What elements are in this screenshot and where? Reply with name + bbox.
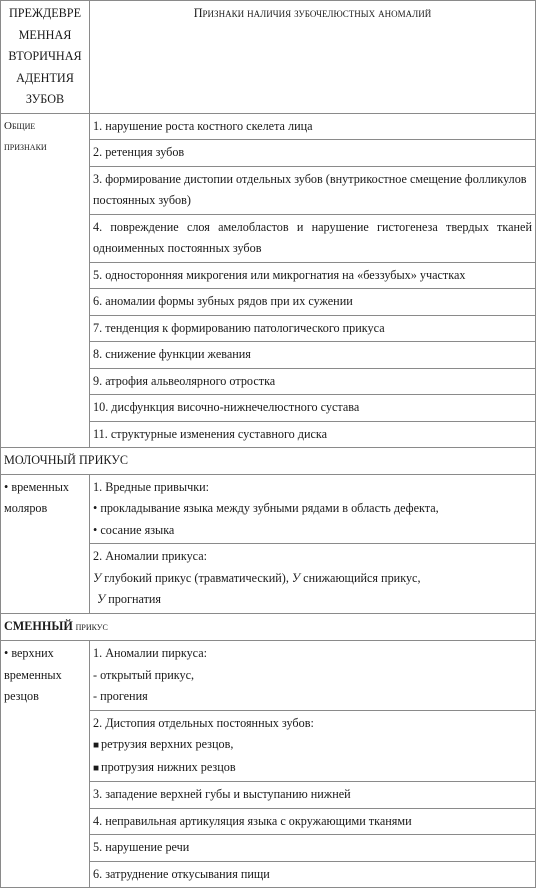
header-left-line: АДЕНТИЯ [16,70,74,85]
marker-u: У [93,570,102,585]
milk-habits-title: 1. Вредные привычки: [93,479,210,494]
mixed-bite-line: - прогения [93,689,148,703]
header-left-line: ЗУБОВ [25,92,65,106]
general-item: 2. ретенция зубов [90,140,536,167]
general-item: 6. аномалии формы зубных рядов при их сужении [90,289,536,316]
mixed-dystopia-line [93,734,532,757]
mixed-label-line: • верхних [4,646,54,660]
general-item: 10. дисфункция височно-нижнечелюстного сустава [90,395,536,422]
general-row [1,113,536,140]
general-label-cell [1,113,90,448]
text: протрузия нижних резцов [101,759,236,774]
mixed-title-rest: прикус [72,620,108,633]
milk-label-line: моляров [4,501,48,515]
milk-label-cell [1,474,90,613]
milk-label-line: • временных [4,479,70,494]
milk-anomalies-line [93,589,532,611]
general-item: 9. атрофия альвеолярного отростка [90,368,536,395]
milk-habits-line: • сосание языка [93,522,175,537]
header-left-cell [1,1,90,114]
mixed-bite-cell [90,641,536,711]
mixed-item: 4. неправильная артикуляция языка с окружающими тканями [90,808,536,835]
marker-u: У [291,570,301,585]
mixed-dystopia-title: 2. Дистопия отдельных постоянных зубов: [93,715,314,730]
general-label-line: признаки [4,141,47,153]
text: прогнатия [105,592,162,606]
mixed-label-line: резцов [4,689,39,703]
mixed-section-row [1,613,536,641]
header-left-line: ВТОРИЧНАЯ [8,49,82,63]
mixed-section-title [1,613,536,641]
mixed-label-cell [1,641,90,888]
header-left-line: МЕННАЯ [18,27,72,42]
mixed-dystopia-line [93,757,532,780]
text: глубокий прикус (травматический), [101,570,292,585]
mixed-item: 5. нарушение речи [90,835,536,862]
general-item: 3. формирование дистопии отдельных зубов (внутрикостное смещение фолликулов постоянных зубов) [90,166,536,214]
mixed-row [1,641,536,711]
milk-anomalies-line [93,568,532,590]
mixed-label-line: временных [4,667,62,682]
general-item: 1. нарушение роста костного скелета лица [90,113,536,140]
mixed-item: 6. затруднение откусывания пищи [90,861,536,888]
general-item: 7. тенденция к формированию патологического прикуса [90,315,536,342]
general-item: 4. повреждение слоя амелобластов и нарушение гистогенеза твердых тканей одноименных постоянных зубов [90,214,536,262]
general-item: 11. структурные изменения суставного диска [90,421,536,448]
milk-habits-cell [90,474,536,544]
header-row [1,1,536,114]
general-item: 5. односторонняя микрогения или микрогнатия на «беззубых» участках [90,262,536,289]
header-left-line: ПРЕЖДЕВРЕ [8,6,82,20]
text: снижающийся прикус, [300,570,421,585]
milk-section-row [1,448,536,475]
general-label-line: Общие [4,119,36,132]
square-bullet-icon: ■ [93,740,100,751]
milk-section-title: МОЛОЧНЫЙ ПРИКУС [1,448,536,475]
milk-habits-line: • прокладывание языка между зубными рядами в область дефекта, [93,501,439,515]
mixed-bite-title: 1. Аномалии пиркуса: [93,646,208,660]
milk-anomalies-cell [90,544,536,614]
mixed-item: 3. западение верхней губы и выступанию нижней [90,782,536,809]
marker-u: У [97,592,106,606]
general-item: 8. снижение функции жевания [90,342,536,369]
mixed-bite-line: - открытый прикус, [93,667,195,682]
text: ретрузия верхних резцов, [101,737,234,751]
square-bullet-icon: ■ [93,762,100,774]
mixed-dystopia-cell [90,710,536,782]
header-right-cell: Признаки наличия зубочелюстных аномалий [90,1,536,114]
milk-row [1,474,536,544]
mixed-title-bold: СМЕННЫЙ [4,618,73,633]
milk-anomalies-title: 2. Аномалии прикуса: [93,549,208,563]
